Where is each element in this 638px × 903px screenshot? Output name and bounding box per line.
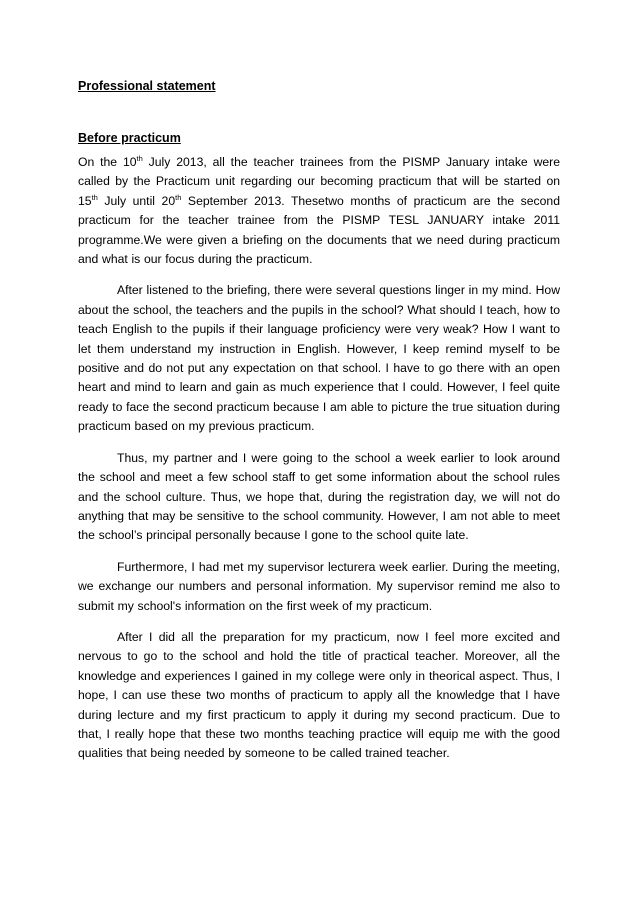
- paragraph-1-superscript-3: th: [175, 192, 182, 202]
- paragraph-1-text-1: On the 10: [78, 155, 137, 169]
- paragraph-2: After listened to the briefing, there were several questions linger in my mind. How about the school, the teachers and the pupils in the school? What should I teach, how to teach English to the pupils if their language proficiency were very weak? How I want to let them understand my instruction in English. However, I keep remind myself to be positive and do not put any expectation on that school. I have to go there with an open heart and mind to learn and gain as much experience that I could. However, I feel quite ready to face the second practicum because I am able to picture the true situation during practicum based on my previous practicum.: [78, 283, 560, 434]
- document-page: [78, 77, 560, 776]
- paragraph-1: [78, 153, 560, 269]
- paragraph-1-text-2: July 2013, all the teacher trainees from the PISMP January intake were called by the Practicum unit regarding our becoming practicum that will be started on 15: [78, 155, 560, 208]
- paragraph-5: After I did all the preparation for my practicum, now I feel more excited and nervous to go to the school and hold the title of practical teacher. Moreover, all the knowledge and experiences I gained in my college were only in theorical aspect. Thus, I hope, I can use these two months of practicum to apply all the knowledge that I have during lecture and my first practicum to apply it during my second practicum. Due to that, I really hope that these two months teaching practice will equip me with the good qualities that being needed by someone to be called trained teacher.: [78, 629, 560, 761]
- section-heading: Before practicum: [78, 131, 181, 145]
- paragraph-1-text-4: September 2013. Thesetwo months of practicum are the second practicum for the teacher trainee from the PISMP TESL JANUARY intake 2011 programme.We were given a briefing on the documents that we need during practicum and what is our focus during the practicum.: [78, 193, 560, 267]
- paragraph-1-superscript-1: th: [136, 153, 143, 163]
- paragraph-4: Furthermore, I had met my supervisor lecturera week earlier. During the meeting, we exchange our numbers and personal information. My supervisor remind me also to submit my school's information on the first week of my practicum.: [78, 559, 560, 613]
- paragraph-3: Thus, my partner and I were going to the school a week earlier to look around the school and meet a few school staff to get some information about the school rules and the school culture. Thus, we hope that, during the registration day, we will not do anything that may be sensitive to the school community. However, I am not able to meet the school’s principal personally because I gone to the school quite late.: [78, 450, 560, 543]
- paragraph-1-text-3: July until 20: [97, 193, 176, 208]
- document-title: Professional statement: [78, 79, 216, 93]
- paragraph-1-superscript-2: th: [91, 192, 98, 202]
